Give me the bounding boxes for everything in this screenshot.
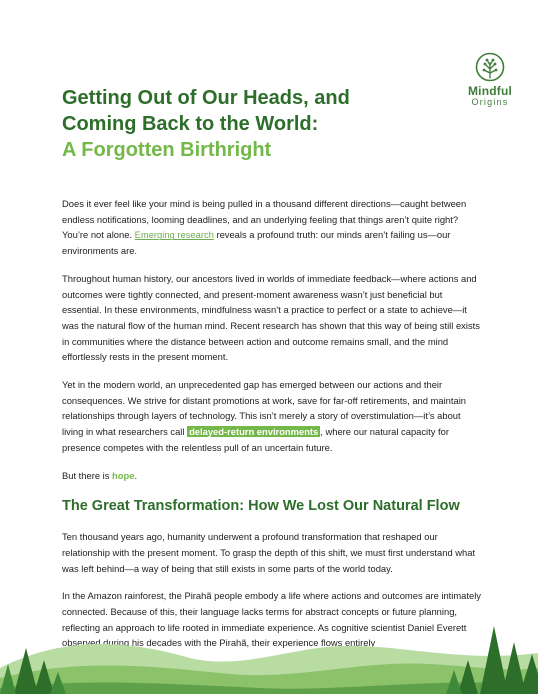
section-heading: The Great Transformation: How We Lost Our Natural Flow	[62, 498, 460, 515]
delayed-return-highlight: delayed-return environments	[189, 426, 319, 438]
paragraph-modern	[62, 377, 482, 456]
title-line2: Coming Back to the World:	[62, 113, 319, 135]
paragraph-transformation: Ten thousand years ago, humanity underwent a profound transformation that reshaped our relationship with the present moment. To grasp the depth of this shift, we must first understand what was left behind—a way of being that still exists in some parts of the world today.	[62, 531, 476, 574]
article-body	[62, 196, 482, 663]
paragraph-piraha: In the Amazon rainforest, the Pirahã people embody a life where actions and outcomes are intimately connected. Because of this, their language lacks terms for abstract concepts or future planning, reflecting an approach to life rooted in immediate experience. As cognitive scientist Daniel Everett observed during his decades with the Pirahã, their experience flows entirely	[62, 590, 481, 649]
paragraph-modern-text-b: , where our natural capacity for presence competes with the relentless pull of an uncertain future.	[62, 426, 449, 453]
paragraph-hope-text-b: .	[134, 469, 138, 481]
paragraph-intro-text-b: reveals a profound truth: our minds aren’t failing us—our environments are.	[62, 229, 451, 257]
forest-hills-illustration	[0, 608, 538, 694]
paragraph-hope-text-a: But there is	[62, 469, 113, 481]
paragraph-hope	[62, 468, 482, 484]
hope-word: hope	[112, 469, 135, 481]
paragraph-modern-text-a: Yet in the modern world, an unprecedented gap has emerged between our actions and their consequences. We strive for distant promotions at work, save for far-off retirements, and maintain relationships through layers of technology. This isn’t merely a story of overstimulation—it’s about living in what researchers call	[62, 379, 467, 438]
brand-name-line1: Mindful	[467, 84, 513, 98]
page-title	[62, 85, 442, 163]
paragraph-history: Throughout human history, our ancestors lived in worlds of immediate feedback—where actions and outcomes were tightly connected, and present-moment awareness wasn’t just beneficial but essential. In these environments, mindfulness wasn’t a practice to perfect or a state to achieve—it was the natural flow of the human mind. Recent research has shown that this way of being still exists in communities where the distance between action and outcome remains small, and the mind effortlessly rests in the present moment.	[62, 272, 480, 363]
brand-logo	[460, 52, 520, 107]
brain-tree-icon	[475, 52, 505, 82]
emerging-research-link[interactable]: Emerging research	[134, 229, 214, 241]
title-line3: A Forgotten Birthright	[62, 139, 272, 161]
paragraph-intro-text-a: Does it ever feel like your mind is being pulled in a thousand different directions—caught between endless notifications, looming deadlines, and an underlying feeling that things aren’t quite right? You’re not alone.	[62, 198, 467, 241]
brand-name-line2: Origins	[471, 97, 509, 107]
paragraph-intro	[62, 196, 482, 259]
title-line1: Getting Out of Our Heads, and	[62, 87, 350, 109]
